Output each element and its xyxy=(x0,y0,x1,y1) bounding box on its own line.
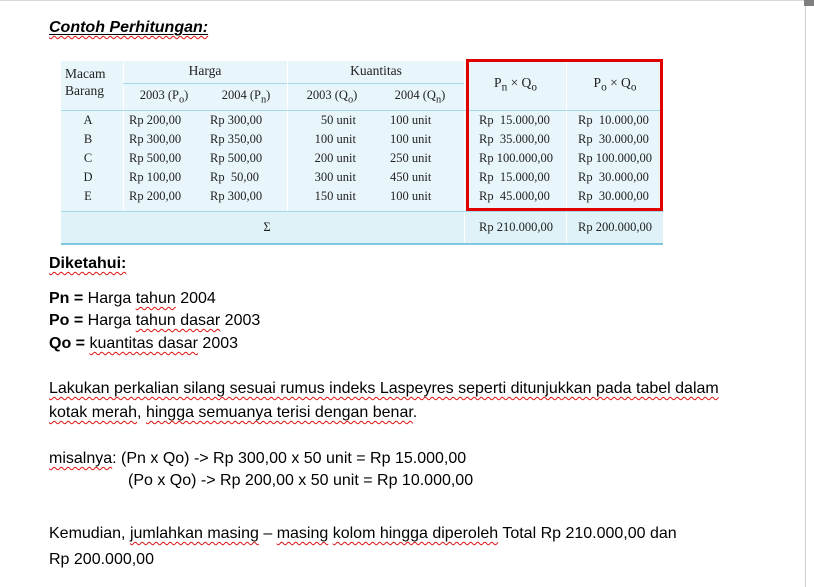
qo-label: Qo = xyxy=(49,335,86,352)
closing-total: Total Rp 210.000,00 dan xyxy=(498,525,677,542)
closing-kolom: kolom hingga diperoleh xyxy=(332,525,499,542)
header-kuantitas: Kuantitas xyxy=(350,63,402,78)
header-pn-sub: n xyxy=(501,81,508,94)
header-q2003: 2003 $(Q_o)$ xyxy=(306,88,358,106)
q2003-cell: 100 unit xyxy=(314,132,356,146)
barang-cell: C xyxy=(83,151,93,165)
p2004-cell: Rp 300,00 xyxy=(210,113,263,127)
barang-cell: A xyxy=(83,113,93,127)
p2003-cell: Rp 200,00 xyxy=(129,189,182,203)
instruction-period: . xyxy=(412,404,418,421)
q2004-cell: 450 unit xyxy=(390,170,432,184)
pnqo-cell: Rp 15.000,00 xyxy=(479,113,550,127)
p2003-cell: Rp 200,00 xyxy=(129,113,182,127)
po-text-a: Harga xyxy=(83,312,136,329)
po-label: Po = xyxy=(49,312,84,329)
diketahui-heading-text: Diketahui: xyxy=(49,255,127,272)
q2003-cell: 50 unit xyxy=(320,113,356,127)
kuantitas-underline xyxy=(288,83,464,84)
header-p2003-sub: o xyxy=(178,94,185,106)
definition-qo xyxy=(49,335,238,353)
poqo-cell: Rp 100.000,00 xyxy=(578,151,652,165)
document-heading xyxy=(49,19,208,37)
sum-poqo: Rp 200.000,00 xyxy=(578,220,652,234)
instruction-line-1 xyxy=(49,380,719,398)
header-harga: Harga xyxy=(188,63,222,78)
instruction-kotak-merah: kotak merah xyxy=(49,404,138,421)
example-line-2 xyxy=(128,472,473,490)
pn-label: Pn = xyxy=(49,290,84,307)
instruction-comma: , xyxy=(137,404,146,421)
q2004-cell: 100 unit xyxy=(390,189,432,203)
po-text-b: tahun dasar xyxy=(135,312,221,329)
poqo-cell: Rp 30.000,00 xyxy=(578,189,649,203)
pnqo-cell: Rp 35.000,00 xyxy=(479,132,550,146)
pnqo-cell: Rp 45.000,00 xyxy=(479,189,550,203)
header-qo2-text: × Q xyxy=(606,75,631,90)
example-label: misalnya xyxy=(49,450,113,467)
p2004-cell: Rp 500,00 xyxy=(210,151,263,165)
p2003-cell: Rp 100,00 xyxy=(129,170,182,184)
header-qo-sub: o xyxy=(531,81,537,94)
closing-line-1 xyxy=(49,525,677,543)
q2004-cell: 250 unit xyxy=(390,151,432,165)
header-p2003: 2003 $(P_o)$ xyxy=(139,88,189,106)
q2004-cell: 100 unit xyxy=(390,132,432,146)
instruction-line-2-text: hingga semuanya terisi dengan benar xyxy=(145,404,413,421)
closing-line-2 xyxy=(49,551,154,569)
pnqo-cell: Rp 100.000,00 xyxy=(479,151,553,165)
header-qo2-sub: o xyxy=(630,81,637,94)
header-qo-text: × Q xyxy=(507,75,532,90)
barang-cell: D xyxy=(83,170,93,184)
definition-po xyxy=(49,312,260,330)
poqo-cell: Rp 10.000,00 xyxy=(578,113,649,127)
q2003-cell: 300 unit xyxy=(314,170,356,184)
heading-text: Contoh Perhitungan: xyxy=(49,19,209,36)
sum-pnqo: Rp 210.000,00 xyxy=(479,220,553,234)
sum-row-band xyxy=(61,211,663,243)
sum-rule xyxy=(61,211,663,212)
p2004-cell: Rp 300,00 xyxy=(210,189,263,203)
example-line-2-text: (Po x Qo) -> Rp 200,00 x 50 unit = Rp 10.000,00 xyxy=(128,472,474,489)
example-line-1-text: : (Pn x Qo) -> Rp 300,00 x 50 unit = Rp 15.000,00 xyxy=(112,450,467,467)
header-p2004-sub: n xyxy=(260,94,267,106)
p2003-cell: Rp 300,00 xyxy=(129,132,182,146)
q2003-cell: 200 unit xyxy=(314,151,356,165)
table-bottom-rule xyxy=(61,243,663,245)
pn-text-c: 2004 xyxy=(175,290,216,307)
header-p2003-text: 2003 (P xyxy=(139,88,179,102)
header-po-sub: o xyxy=(601,81,607,94)
poqo-cell: Rp 30.000,00 xyxy=(578,170,649,184)
pnqo-cell: Rp 15.000,00 xyxy=(479,170,550,184)
page-top-edge xyxy=(0,0,814,1)
qo-text-b: kuantitas dasar xyxy=(89,335,198,352)
closing-jumlahkan: jumlahkan masing xyxy=(129,525,259,542)
definition-pn xyxy=(49,290,216,308)
red-highlight-box xyxy=(466,59,663,211)
poqo-cell: Rp 30.000,00 xyxy=(578,132,649,146)
harga-underline xyxy=(123,83,287,84)
header-po-text: P xyxy=(593,75,602,90)
header-macam: Macam xyxy=(65,66,106,81)
closing-line-2-text: Rp 200.000,00 xyxy=(49,551,154,568)
instruction-line-2 xyxy=(49,404,417,422)
closing-masing: masing xyxy=(276,525,329,542)
header-barang: Barang xyxy=(65,83,104,98)
header-p2004-text: 2004 (P xyxy=(221,88,261,102)
instruction-line-1-text: Lakukan perkalian silang sesuai rumus indeks Laspeyres seperti ditunjukkan pada tabel dalam xyxy=(49,380,719,397)
header-q2004-text: 2004 (Q xyxy=(394,88,436,102)
closing-dash: – xyxy=(258,525,277,542)
diketahui-heading xyxy=(49,255,126,273)
po-text-c: 2003 xyxy=(220,312,261,329)
header-pn-text: P xyxy=(494,75,502,90)
q2003-cell: 150 unit xyxy=(314,189,356,203)
header-p2004: 2004 $(P_n)$ xyxy=(221,88,271,106)
example-line-1 xyxy=(49,450,466,468)
pn-text-a: Harga xyxy=(83,290,136,307)
header-q2003-sub: o xyxy=(347,94,354,106)
sum-symbol: Σ xyxy=(263,220,271,234)
page-corner-mark xyxy=(804,0,814,6)
barang-cell: B xyxy=(83,132,93,146)
header-q2004: 2004 $(Q_n)$ xyxy=(394,88,446,106)
header-q2003-text: 2003 (Q xyxy=(306,88,348,102)
p2003-cell: Rp 500,00 xyxy=(129,151,182,165)
p2004-cell: Rp 350,00 xyxy=(210,132,263,146)
header-q2004-sub: n xyxy=(435,94,442,106)
p2004-cell: Rp 50,00 xyxy=(210,170,259,184)
q2004-cell: 100 unit xyxy=(390,113,432,127)
page-right-edge xyxy=(805,0,806,587)
qo-text-c: 2003 xyxy=(197,335,239,352)
pn-text-b: tahun xyxy=(135,290,176,307)
barang-cell: E xyxy=(84,189,92,203)
closing-kemudian: Kemudian, xyxy=(49,525,130,542)
